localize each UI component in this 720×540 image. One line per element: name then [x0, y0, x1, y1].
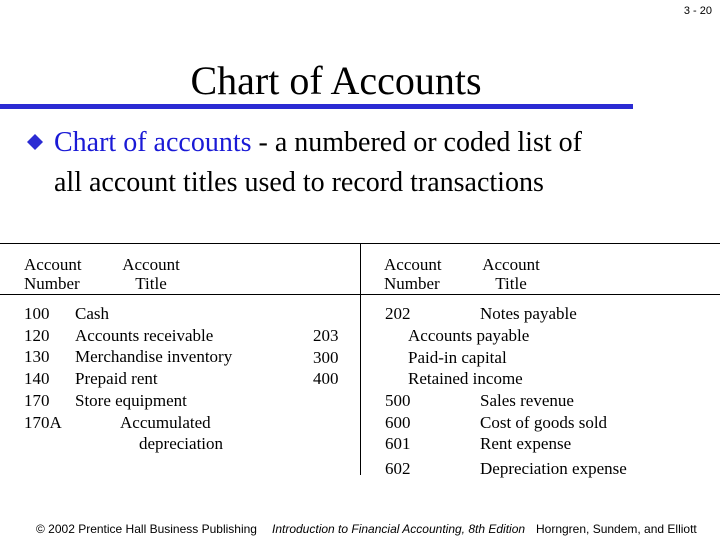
middle-number-column	[313, 325, 339, 390]
slide-number: 3 - 20	[683, 5, 712, 17]
account-title: Depreciation expense	[480, 459, 627, 479]
diamond-bullet-icon	[26, 133, 44, 151]
account-number: 140	[24, 369, 50, 389]
account-number: 602	[385, 459, 411, 479]
account-title: Merchandise inventory	[75, 347, 233, 367]
footer-authors: Horngren, Sundem, and Elliott	[536, 522, 697, 536]
header-line: Number	[24, 274, 80, 293]
account-number: 170A	[24, 412, 62, 432]
footer-copyright: © 2002 Prentice Hall Business Publishing	[36, 522, 257, 536]
left-header-account-number	[24, 255, 88, 293]
account-title: Cost of goods sold	[480, 412, 608, 432]
header-line: Title	[135, 274, 167, 293]
account-number: 400	[313, 369, 339, 389]
account-title: Sales revenue	[480, 391, 574, 410]
header-line: Title	[495, 274, 527, 293]
right-title-column	[480, 390, 627, 480]
header-line: Number	[384, 274, 440, 293]
title-line: Accumulated	[120, 412, 211, 432]
right-header-account-number	[384, 255, 448, 293]
term-chart-of-accounts: Chart of accounts	[54, 127, 252, 158]
left-header-account-title	[112, 255, 190, 293]
right-number-column	[385, 390, 411, 480]
footer-book-title: Introduction to Financial Accounting, 8th Edition	[272, 522, 526, 536]
account-number: 120	[24, 325, 50, 345]
right-indented-titles	[408, 325, 529, 390]
slide-title: Chart of Accounts	[190, 58, 482, 103]
right-first-title: Notes payable	[480, 304, 577, 323]
account-title: Store equipment	[75, 390, 187, 410]
header-line: Account	[24, 255, 82, 274]
account-title: Rent expense	[480, 434, 572, 454]
header-line: Account	[122, 255, 180, 274]
bullet-line-1	[54, 124, 582, 162]
account-title: Cash	[75, 304, 109, 323]
account-title: Accounts receivable	[75, 325, 214, 345]
account-title: Paid-in capital	[408, 347, 507, 367]
account-number: 130	[24, 347, 50, 367]
header-line: Account	[384, 255, 442, 274]
account-title: Accounts payable	[408, 326, 530, 345]
account-title: Prepaid rent	[75, 369, 158, 389]
account-number: 600	[385, 412, 411, 432]
table-center-divider	[360, 243, 361, 475]
accumulated-depreciation-title	[120, 412, 223, 455]
header-line: Account	[482, 255, 540, 274]
title-underline	[0, 104, 633, 109]
title-line: depreciation	[139, 434, 224, 454]
bullet-line-2: all account titles used to record transactions	[54, 167, 544, 198]
account-number: 500	[385, 391, 411, 410]
account-number: 300	[313, 347, 339, 367]
left-number-column	[24, 303, 62, 433]
right-header-account-title	[474, 255, 548, 293]
right-first-number: 202	[385, 304, 411, 323]
definition-part-1: - a numbered or coded list of	[251, 127, 582, 158]
left-title-column	[75, 303, 232, 412]
account-number: 203	[313, 326, 339, 345]
account-number: 601	[385, 434, 411, 454]
account-title: Retained income	[408, 369, 523, 389]
account-number: 170	[24, 390, 50, 410]
account-number: 100	[24, 304, 50, 323]
